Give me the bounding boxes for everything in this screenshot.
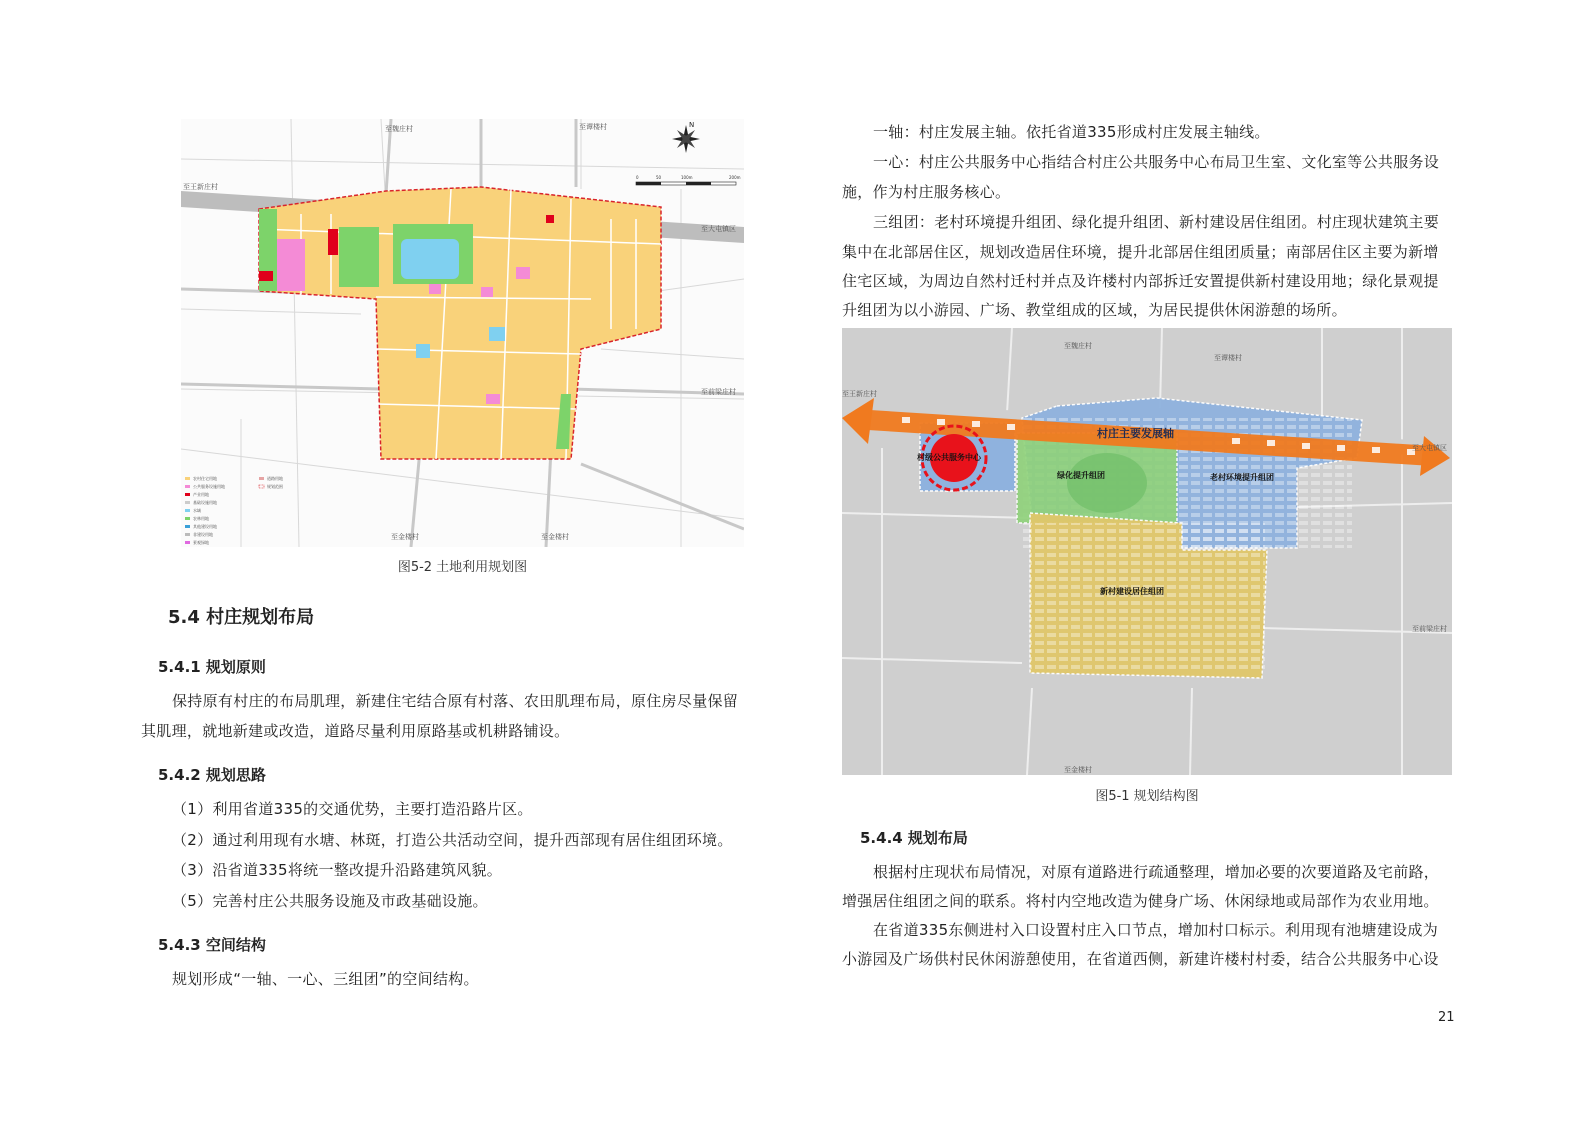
list-item: （2）通过利用现有水塘、林斑，打造公共活动空间，提升西部现有居住组团环境。 (172, 831, 733, 849)
svg-text:0: 0 (636, 175, 639, 180)
subsection-title: 5.4.1 规划原则 (158, 658, 266, 676)
paragraph-line: 在省道335东侧进村入口设置村庄入口节点，增加村口标示。利用现有池塘建设成为 (873, 921, 1439, 939)
svg-text:规划范围: 规划范围 (267, 484, 283, 489)
map-road-label: 至金楼村 (541, 533, 569, 541)
paragraph-line: 集中在北部居住区，规划改造居住环境，提升北部居住组团质量；南部居住区主要为新增 (842, 243, 1439, 261)
list-item: （3）沿省道335将统一整改提升沿路建筑风貌。 (172, 861, 503, 879)
svg-text:公共服务设施用地: 公共服务设施用地 (193, 484, 225, 489)
paragraph-line: 升组团为以小游园、广场、教堂组成的区域，为居民提供休闲游憩的场所。 (842, 301, 1347, 319)
svg-text:水域: 水域 (193, 508, 201, 513)
svg-text:其他建设用地: 其他建设用地 (193, 524, 217, 529)
map-road-label: 至谭楼村 (579, 123, 607, 131)
map-road-label: 至前梁庄村 (701, 388, 736, 396)
list-item: （5）完善村庄公共服务设施及市政基础设施。 (172, 892, 488, 910)
figure-caption: 图5-1 规划结构图 (1095, 789, 1199, 804)
svg-text:N: N (689, 121, 695, 129)
svg-text:道路用地: 道路用地 (267, 476, 283, 481)
subsection-title: 5.4.2 规划思路 (158, 766, 266, 784)
map-road-label: 至魏庄村 (1064, 342, 1092, 350)
paragraph-line: 一心：村庄公共服务中心指结合村庄公共服务中心布局卫生室、文化室等公共服务设 (873, 153, 1440, 171)
list-item: （1）利用省道335的交通优势，主要打造沿路片区。 (172, 800, 533, 818)
paragraph-line: 规划形成“一轴、一心、三组团”的空间结构。 (172, 970, 479, 988)
map-road-label: 至前梁庄村 (1412, 625, 1447, 633)
paragraph-line: 施，作为村庄服务核心。 (842, 183, 1011, 201)
green-group-label: 绿化提升组团 (1057, 471, 1105, 480)
structure-map (842, 328, 1452, 775)
figure-caption: 图5-2 土地利用规划图 (397, 560, 528, 575)
paragraph-line: 小游园及广场供村民休闲游憩使用，在省道西侧，新建许楼村村委，结合公共服务中心设 (842, 950, 1439, 968)
paragraph-line: 其肌理，就地新建或改造，道路尽量利用原路基或机耕路铺设。 (141, 722, 570, 740)
map-road-label: 至王新庄村 (842, 390, 877, 398)
map-road-label: 至大屯镇区 (1412, 444, 1447, 452)
paragraph-line: 保持原有村庄的布局肌理，新建住宅结合原有村落、农田肌理布局，原住房尽量保留 (172, 692, 739, 710)
paragraph-line: 根据村庄现状布局情况，对原有道路进行疏通整理，增加必要的次要道路及宅前路， (873, 863, 1440, 881)
map-road-label: 至大屯镇区 (701, 225, 736, 233)
paragraph-line: 增强居住组团之间的联系。将村内空地改造为健身广场、休闲绿地或局部作为农业用地。 (842, 892, 1439, 910)
svg-text:产业用地: 产业用地 (193, 492, 209, 497)
map-road-label: 至魏庄村 (385, 125, 413, 133)
svg-text:100m: 100m (681, 175, 693, 180)
land-use-map-svg (181, 119, 744, 547)
svg-text:200m: 200m (729, 175, 741, 180)
axis-label: 村庄主要发展轴 (1097, 427, 1174, 440)
map-road-label: 至金楼村 (391, 533, 419, 541)
subsection-title: 5.4.3 空间结构 (158, 936, 266, 954)
center-label: 村级公共服务中心 (917, 453, 981, 462)
paragraph-line: 三组团：老村环境提升组团、绿化提升组团、新村建设居住组团。村庄现状建筑主要 (873, 213, 1440, 231)
section-title: 5.4 村庄规划布局 (168, 607, 315, 628)
map-road-label: 至金楼村 (1064, 766, 1092, 774)
svg-text:农村住宅用地: 农村住宅用地 (193, 476, 217, 481)
subsection-title: 5.4.4 规划布局 (860, 829, 968, 847)
land-use-map (181, 119, 744, 547)
svg-text:基础设施用地: 基础设施用地 (193, 500, 217, 505)
map-road-label: 至谭楼村 (1214, 354, 1242, 362)
svg-text:景观绿地: 景观绿地 (193, 540, 209, 545)
paragraph-line: 住宅区域，为周边自然村迁村并点及许楼村内部拆迁安置提供新村建设用地；绿化景观提 (842, 272, 1439, 290)
svg-text:50: 50 (656, 175, 662, 180)
new-group-label: 新村建设居住组团 (1100, 587, 1164, 596)
map-road-label: 至王新庄村 (183, 183, 218, 191)
page-number: 21 (1438, 1010, 1455, 1025)
svg-text:非建设用地: 非建设用地 (193, 532, 213, 537)
paragraph-line: 一轴：村庄发展主轴。依托省道335形成村庄发展主轴线。 (873, 123, 1270, 141)
old-group-label: 老村环境提升组团 (1210, 473, 1274, 482)
svg-text:农林用地: 农林用地 (193, 516, 209, 521)
structure-map-svg (842, 328, 1452, 775)
